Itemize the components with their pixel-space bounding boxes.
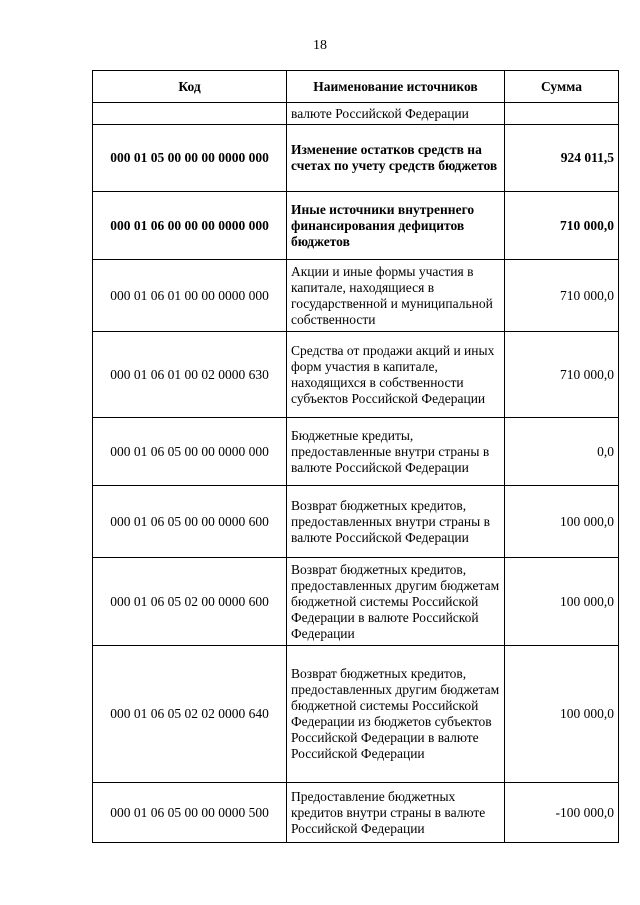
table-row [93,646,619,783]
cell-sum: 100 000,0 [505,558,619,646]
cell-name: Изменение остатков средств на счетах по учету средств бюджетов [287,125,505,192]
cell-sum [505,103,619,125]
cell-name: Бюджетные кредиты, предоставленные внутри страны в валюте Российской Федерации [287,418,505,486]
table-row [93,260,619,332]
cell-sum: -100 000,0 [505,783,619,843]
table-row [93,418,619,486]
header-code: Код [93,71,287,103]
cell-sum: 0,0 [505,418,619,486]
cell-name: Возврат бюджетных кредитов, предоставленных другим бюджетам бюджетной системы Российской Федерации из бюджетов субъектов Российской Федерации в валюте Российской Федерации [287,646,505,783]
budget-sources-table [92,70,619,843]
cell-code: 000 01 06 01 00 00 0000 000 [93,260,287,332]
cell-code: 000 01 06 05 00 00 0000 000 [93,418,287,486]
cell-code: 000 01 06 05 02 02 0000 640 [93,646,287,783]
table-row [93,558,619,646]
cell-name: Предоставление бюджетных кредитов внутри страны в валюте Российской Федерации [287,783,505,843]
cell-name: Акции и иные формы участия в капитале, находящиеся в государственной и муниципальной собственности [287,260,505,332]
cell-code: 000 01 06 00 00 00 0000 000 [93,192,287,260]
cell-name: Иные источники внутреннего финансирования дефицитов бюджетов [287,192,505,260]
cell-sum: 710 000,0 [505,332,619,418]
cell-sum: 924 011,5 [505,125,619,192]
cell-code [93,103,287,125]
cell-sum: 100 000,0 [505,646,619,783]
table-row [93,125,619,192]
cell-code: 000 01 06 05 02 00 0000 600 [93,558,287,646]
table-row [93,332,619,418]
table-header-row [93,71,619,103]
cell-name: Возврат бюджетных кредитов, предоставленных другим бюджетам бюджетной системы Российской Федерации в валюте Российской Федерации [287,558,505,646]
header-name: Наименование источников [287,71,505,103]
table-row-continuation [93,103,619,125]
header-sum: Сумма [505,71,619,103]
cell-sum: 710 000,0 [505,192,619,260]
cell-sum: 100 000,0 [505,486,619,558]
table-row [93,783,619,843]
cell-code: 000 01 06 05 00 00 0000 600 [93,486,287,558]
cell-code: 000 01 05 00 00 00 0000 000 [93,125,287,192]
table-row [93,192,619,260]
cell-name: Средства от продажи акций и иных форм участия в капитале, находящихся в собственности субъектов Российской Федерации [287,332,505,418]
cell-code: 000 01 06 05 00 00 0000 500 [93,783,287,843]
table-row [93,486,619,558]
cell-name: Возврат бюджетных кредитов, предоставленных внутри страны в валюте Российской Федерации [287,486,505,558]
page-number: 18 [313,38,327,53]
cell-name: валюте Российской Федерации [287,103,505,125]
cell-sum: 710 000,0 [505,260,619,332]
cell-code: 000 01 06 01 00 02 0000 630 [93,332,287,418]
